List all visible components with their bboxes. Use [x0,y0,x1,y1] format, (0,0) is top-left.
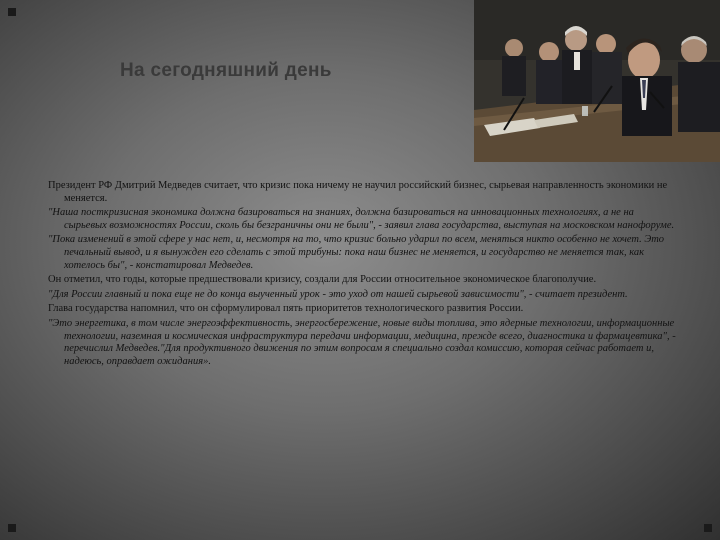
paragraph: "Для России главный и пока еще не до конца выученный урок - это уход от нашей сырьевой зависимости", - считает президент. [48,288,628,300]
slide-title: На сегодняшний день [120,60,332,81]
paragraph: "Наша посткризисная экономика должна базироваться на знаниях, должна базироваться на инновационных технологиях, а не на сырьевых возможностях России, сколь бы безграничны они не были", - заявил глава государства, выступая на московском нанофоруме. [48,207,675,231]
corner-mark-bottom-left [8,524,16,532]
paragraph: "Пока изменений в этой сфере у нас нет, и, несмотря на то, что кризис больно ударил по всем, меняться никто особенно не хочет. Это печальный вывод, и я вынужден его сделать с этой трибуны: пока наш бизнес не меняется, и государство не меняется так, как хотелось бы", - констатировал Медведев. [48,234,665,271]
paragraph: Президент РФ Дмитрий Медведев считает, что кризис пока ничему не научил российский бизнес, сырьевая направленность экономики не меняется. [48,180,668,204]
body-text [48,180,678,370]
paragraph: "Это энергетика, в том числе энергоэффективность, энергосбережение, новые виды топлива, это ядерные технологии, информационные технологии, наземная и космическая инфраструктура передачи информации, медицина, прежде всего, диагностика и фармацевтика", - перечислил Медведев."Для продуктивного движения по этим вопросам я специально создал комиссию, которая сейчас работает и, надеюсь, оправдает ожидания». [48,317,676,367]
meeting-photo-graphic [474,0,720,162]
corner-mark-top-left [8,8,16,16]
paragraph: Он отметил, что годы, которые предшествовали кризису, создали для России относительное экономическое благополучие. [48,274,597,286]
paragraph: Глава государства напомнил, что он сформулировал пять приоритетов технологического развития России. [48,303,524,315]
corner-mark-bottom-right [704,524,712,532]
meeting-photo [474,0,720,162]
